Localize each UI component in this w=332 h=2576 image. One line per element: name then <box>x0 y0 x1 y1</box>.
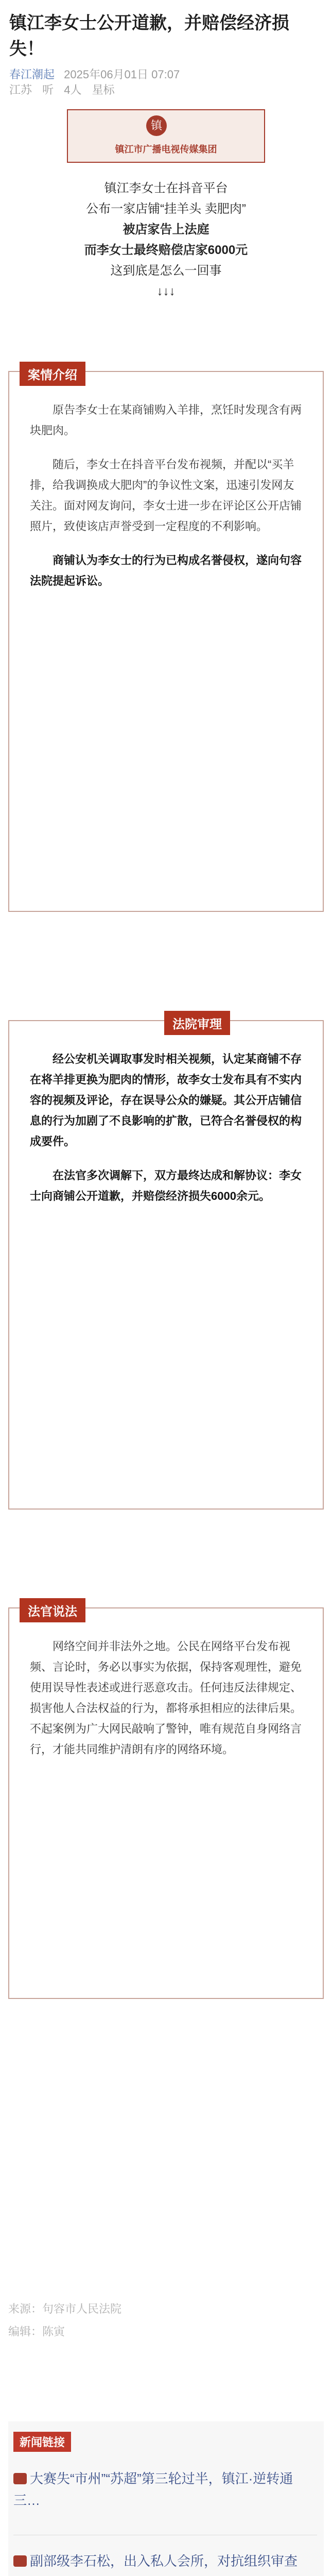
law-body <box>30 1636 303 1773</box>
news-link[interactable]: 副部级李石松，出入私人会所，对抗组织审查 <box>13 2550 317 2572</box>
news-bullet-icon <box>13 2473 27 2484</box>
news-links-card <box>8 2421 324 2576</box>
source-label: 来源：句容市人民法院 <box>8 2302 122 2315</box>
down-arrows: ↓↓↓ <box>156 284 176 298</box>
article-title: 镇江李女士公开道歉，并赔偿经济损失！ <box>9 13 289 59</box>
law-section <box>8 1607 324 1999</box>
case-section <box>8 368 324 912</box>
publish-datetime: 2025年06月01日 07:07 <box>64 68 180 81</box>
lead-line: 镇江李女士在抖音平台 <box>104 181 228 195</box>
trial-section <box>8 1020 324 1510</box>
listen-button[interactable]: 听 <box>42 83 54 96</box>
law-tag: 法官说法 <box>20 1598 85 1622</box>
trial-tag: 法院审理 <box>164 1011 230 1035</box>
case-paragraph: 原告李女士在某商铺购入羊排，烹饪时发现含有两块肥肉。 <box>30 403 302 437</box>
article-meta <box>9 66 180 82</box>
news-links-title: 新闻链接 <box>13 2432 71 2452</box>
trial-paragraph: 在法官多次调解下，双方最终达成和解协议：李女士向商铺公开道歉，并赔偿经济损失6000余元。 <box>30 1169 302 1202</box>
lead-line: 这到底是怎么一回事 <box>110 264 222 278</box>
article-meta-2 <box>9 81 122 97</box>
trial-paragraph: 经公安机关调取事发时相关视频，认定某商铺不存在将羊排更换为肥肉的情形，故李女士发布具有不实内容的视频及评论，存在误导公众的嫌疑。其公开店铺信息的行为加剧了不良影响的扩散，已符合名誉侵权的构成要件。 <box>30 1053 302 1148</box>
location-label: 江苏 <box>9 83 32 96</box>
case-paragraph: 商铺认为李女士的行为已构成名誉侵权，遂向句容法院提起诉讼。 <box>30 554 302 587</box>
case-paragraph: 随后，李女士在抖音平台发布视频，并配以“买羊排，给我调换成大肥肉”的争议性文案，迅速引发网友关注。面对网友询问，李女士进一步在评论区公开店铺照片，致使该店声誉受到一定程度的不利影响。 <box>30 458 302 533</box>
trial-body <box>30 1049 303 1220</box>
people-count: 4人 <box>64 83 82 96</box>
lead-line: 被店家告上法庭 <box>123 223 209 236</box>
case-tag: 案情介绍 <box>20 362 85 386</box>
brand-text: 镇江市广播电视传媒集团 <box>115 144 217 155</box>
news-link[interactable]: 大赛失“市州”“苏超”第三轮过半，镇江·逆转通三… <box>13 2471 293 2508</box>
law-paragraph: 网络空间并非法外之地。公民在网络平台发布视频、言论时，务必以事实为依据，保持客观理性，避免使用误导性表述或进行恶意攻击。任何违反法律规定、损害他人合法权益的行为，都将承担相应的法律后果。不起案例为广大网民敲响了警钟，唯有规范自身网络言行，才能共同维护清朗有序的网络环境。 <box>30 1640 302 1756</box>
account-link[interactable]: 春江潮起 <box>9 68 55 81</box>
source-editor <box>8 2298 322 2343</box>
news-bullet-icon <box>13 2555 27 2567</box>
editor-label: 编辑：陈寅 <box>8 2325 65 2338</box>
lead-summary <box>21 178 311 302</box>
star-button[interactable]: 星标 <box>92 83 115 96</box>
lead-line: 公布一家店铺“挂羊头 卖肥肉” <box>86 202 246 216</box>
brand-banner <box>67 109 265 163</box>
case-body <box>30 400 303 605</box>
lead-line: 而李女士最终赔偿店家6000元 <box>84 243 248 257</box>
brand-logo: 镇 <box>146 115 167 136</box>
